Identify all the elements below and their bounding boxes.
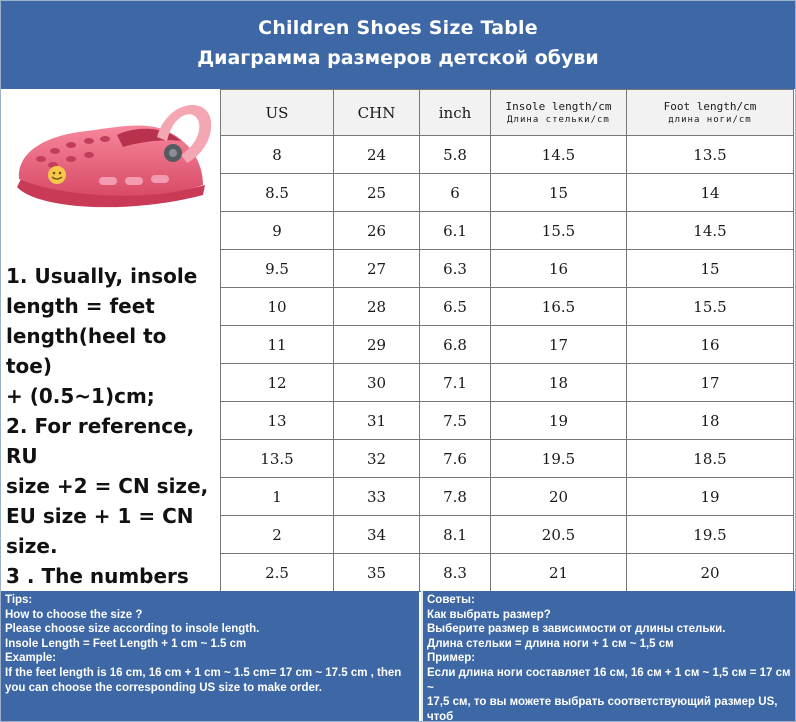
left-panel [1,89,219,591]
cell-inch: 6 [420,174,491,212]
cell-us: 10 [221,288,334,326]
tip-line: Как выбрать размер? [427,608,551,621]
cell-chn: 34 [334,516,420,554]
table-row [221,402,794,440]
cell-us: 8 [221,136,334,174]
header-banner [1,1,795,89]
cell-us: 2 [221,516,334,554]
tip-line: Пример: [427,652,476,665]
cell-us: 13 [221,402,334,440]
title-russian: Диаграмма размеров детской обуви [197,47,599,69]
table-row [221,174,794,212]
cell-foot: 18 [627,402,794,440]
table-row [221,440,794,478]
cell-insole: 15 [491,174,627,212]
cell-inch: 7.1 [420,364,491,402]
note-line: 1. Usually, insole [6,264,198,288]
note-line: 3 . The numbers [6,564,189,588]
cell-insole: 16 [491,250,627,288]
cell-inch: 8.3 [420,554,491,592]
header-insole [491,90,627,136]
header-us: US [221,90,334,136]
cell-chn: 26 [334,212,420,250]
cell-insole: 14.5 [491,136,627,174]
cell-us: 2.5 [221,554,334,592]
tip-line: How to choose the size ? [5,608,143,621]
tip-line: Tips: [5,594,33,606]
cell-foot: 19 [627,478,794,516]
table-row [221,288,794,326]
cell-inch: 7.8 [420,478,491,516]
tip-line: you can choose the corresponding US size to make order. [5,681,322,694]
tips-english [1,591,419,721]
tip-line: Insole Length = Feet Length + 1 cm ~ 1.5 cm [5,637,247,650]
cell-chn: 31 [334,402,420,440]
cell-chn: 35 [334,554,420,592]
note-line: length(heel to toe) [6,324,167,378]
cell-chn: 25 [334,174,420,212]
header-insole-ru: Длина стельки/cm [507,114,610,125]
table-row [221,516,794,554]
cell-chn: 27 [334,250,420,288]
cell-us: 13.5 [221,440,334,478]
header-foot [627,90,794,136]
table-row [221,212,794,250]
header-insole-en: Insole length/cm [505,99,612,113]
header-chn: CHN [334,90,420,136]
cell-inch: 6.5 [420,288,491,326]
table-row [221,250,794,288]
cell-chn: 24 [334,136,420,174]
cell-foot: 18.5 [627,440,794,478]
cell-inch: 7.5 [420,402,491,440]
cell-us: 8.5 [221,174,334,212]
cell-insole: 19.5 [491,440,627,478]
title-english: Children Shoes Size Table [258,17,538,39]
table-header-row [221,90,794,136]
cell-foot: 13.5 [627,136,794,174]
cell-us: 11 [221,326,334,364]
cell-insole: 20 [491,478,627,516]
cell-chn: 33 [334,478,420,516]
cell-chn: 29 [334,326,420,364]
cell-inch: 6.8 [420,326,491,364]
tip-line: Советы: [427,594,475,606]
tip-line: Выберите размер в зависимости от длины стельки. [427,623,726,636]
note-line: + (0.5~1)cm; [6,384,155,408]
cell-foot: 15.5 [627,288,794,326]
cell-chn: 32 [334,440,420,478]
cell-insole: 19 [491,402,627,440]
cell-inch: 5.8 [420,136,491,174]
tip-line: If the feet length is 16 cm, 16 cm + 1 cm ~ 1.5 cm= 17 cm ~ 17.5 cm , then [5,666,402,679]
cell-insole: 15.5 [491,212,627,250]
note-line: size +2 = CN size, [6,474,209,498]
table-row [221,326,794,364]
tip-line: 17,5 см, то вы можете выбрать соответствующий размер US, чтоб [427,696,778,721]
header-foot-ru: длина ноги/cm [668,114,752,125]
note-line: EU size + 1 = CN [6,504,194,528]
tip-line: Если длина ноги составляет 16 см, 16 см + 1 см ~ 1,5 см = 17 см ~ [427,666,791,694]
header-inch: inch [420,90,491,136]
header-foot-en: Foot length/cm [663,99,757,113]
tip-line: Example: [5,652,57,665]
cell-inch: 7.6 [420,440,491,478]
tip-line: Длина стельки = длина ноги + 1 см ~ 1,5 см [427,637,674,650]
tips-russian [421,591,795,721]
cell-foot: 16 [627,326,794,364]
table-row [221,478,794,516]
cell-foot: 14.5 [627,212,794,250]
size-notes [6,261,218,591]
cell-us: 1 [221,478,334,516]
cell-insole: 18 [491,364,627,402]
note-line: size. [6,534,58,558]
note-line: length = feet [6,294,155,318]
cell-us: 9.5 [221,250,334,288]
tip-line: Please choose size according to insole length. [5,623,260,636]
cell-inch: 6.3 [420,250,491,288]
table-row [221,364,794,402]
cell-insole: 17 [491,326,627,364]
cell-foot: 15 [627,250,794,288]
table-row [221,554,794,592]
cell-chn: 28 [334,288,420,326]
cell-insole: 20.5 [491,516,627,554]
cell-inch: 8.1 [420,516,491,554]
clog-shoe-icon [7,91,217,231]
cell-foot: 17 [627,364,794,402]
size-table [220,89,794,592]
table-row [221,136,794,174]
cell-inch: 6.1 [420,212,491,250]
cell-us: 12 [221,364,334,402]
cell-foot: 14 [627,174,794,212]
note-line: 2. For reference, RU [6,414,195,468]
cell-chn: 30 [334,364,420,402]
cell-foot: 20 [627,554,794,592]
cell-insole: 16.5 [491,288,627,326]
shoe-image [7,91,217,231]
cell-insole: 21 [491,554,627,592]
cell-foot: 19.5 [627,516,794,554]
cell-us: 9 [221,212,334,250]
